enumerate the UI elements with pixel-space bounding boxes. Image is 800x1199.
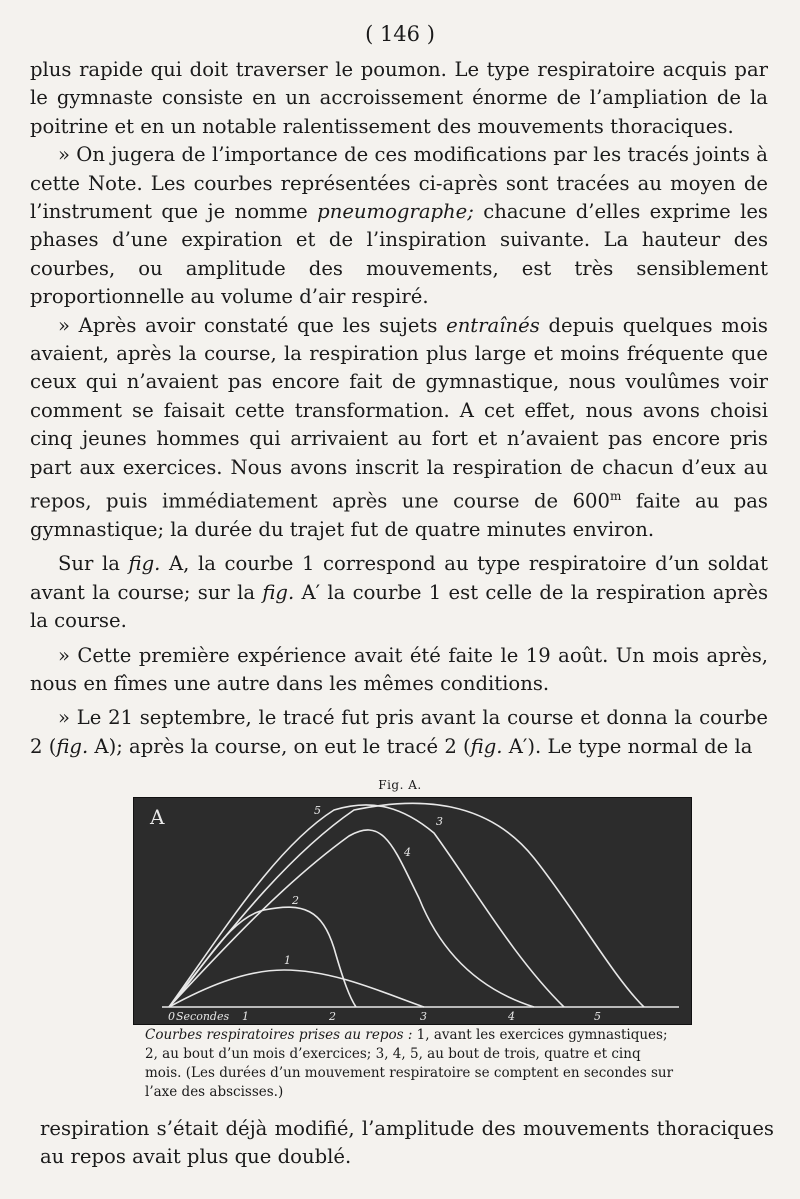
text-run: Sur la — [58, 552, 129, 576]
axis-tick-label: 3 — [420, 1010, 427, 1023]
respiratory-curve-1 — [169, 970, 424, 1007]
axis-origin-label: 0 — [168, 1010, 175, 1023]
paragraph — [30, 642, 768, 699]
axis-tick-label: 4 — [508, 1010, 515, 1023]
text-run: plus rapide qui doit traverser le poumon. Le type respiratoire acquis par le gymnaste consiste en un accroissement énorme de l’ampliation de la poitrine et en un notable ralentissement des mouvements thoraciques. — [30, 58, 768, 138]
axis-tick-label: 1 — [242, 1010, 249, 1023]
text-run: A′ la courbe 1 est celle de la respiration après la course. — [30, 580, 769, 633]
paragraph — [30, 141, 768, 311]
curve-label: 5 — [314, 804, 321, 817]
italic-text: fig. — [128, 552, 161, 576]
curve-label: 4 — [404, 846, 411, 859]
curve-label: 3 — [436, 815, 443, 828]
text-run: A); après la course, on eut le tracé 2 ( — [88, 734, 471, 758]
italic-text: fig. — [56, 734, 89, 758]
axis-label: Secondes — [176, 1010, 230, 1023]
axis-tick-label: 5 — [594, 1010, 601, 1023]
legend-text: 1, avant les exercices gymnastiques; 2, au bout d’un mois d’exercices; 3, 4, 5, au bout de trois, quatre et cinq mois. (Les durées d’un mouvement respiratoire se comptent en secondes sur l’axe des abscisses.) — [145, 1027, 674, 1100]
text-run: A′). Le type normal de la — [502, 734, 753, 758]
axis-tick-label: 2 — [329, 1010, 336, 1023]
legend-lead: Courbes respiratoires prises au repos : — [145, 1027, 413, 1043]
italic-text: fig. — [470, 734, 503, 758]
panel-letter: A — [150, 805, 165, 829]
italic-text: entraînés — [446, 313, 540, 337]
text-run: » On jugera de l’importance de ces modifications par les tracés joints à cette Note. Les courbes représentées ci-après sont tracées au moyen de l’instrument que je nomme — [30, 143, 768, 224]
curve-label: 2 — [292, 894, 299, 907]
respiratory-curve-4 — [169, 830, 534, 1007]
text-run: » Cette première expérience avait été faite le 19 août. Un mois après, nous en fîmes une autre dans les mêmes conditions. — [30, 643, 768, 696]
text-run: A, la courbe 1 correspond au type respiratoire d’un soldat avant la course; sur la — [30, 552, 768, 604]
italic-text: pneumographe; — [317, 200, 474, 224]
text-run: » Le 21 septembre, le tracé fut pris avant la course et donna la courbe 2 ( — [30, 706, 768, 758]
text-run: depuis quelques mois avaient, après la course, la respiration plus large et moins fréquente que ceux qui n’avaient pas encore fait de gymnastique, nous voulûmes voir comment se faisait cette transformation. A cet effet, nous avons choisi cinq jeunes hommes qui arrivaient au fort et n’avaient pas encore pris part aux exercices. Nous avons inscrit la respiration de chacun d’eux au repos, puis immédiatement après une course de 600 — [30, 313, 768, 513]
paragraph — [30, 312, 768, 545]
figure-plot — [134, 798, 691, 1024]
text-run: chacune d’elles exprime les phases d’une expiration et de l’inspiration suivante. La hauteur des courbes, ou amplitude des mouvements, est très sensiblement proportionnelle au volume d’air respiré. — [30, 200, 768, 309]
text-run: m — [609, 489, 622, 504]
text-run: » Après avoir constaté que les sujets — [58, 313, 447, 337]
figure-title: Fig. A. — [378, 778, 422, 792]
curve-label: 1 — [284, 954, 291, 967]
paragraph — [30, 550, 768, 635]
figure-legend — [145, 1026, 675, 1102]
respiratory-curve-5 — [169, 805, 564, 1007]
paragraph — [30, 56, 768, 141]
italic-text: fig. — [262, 580, 295, 604]
paragraph — [30, 704, 768, 761]
figure-a — [133, 797, 692, 1025]
body-text — [30, 56, 768, 761]
text-run: faite au pas gymnastique; la durée du trajet fut de quatre minutes environ. — [30, 489, 768, 542]
continuation-text: respiration s’était déjà modifié, l’amplitude des mouvements thoraciques au repos avait plus que doublé. — [40, 1117, 774, 1168]
page-number: ( 146 ) — [365, 22, 435, 46]
